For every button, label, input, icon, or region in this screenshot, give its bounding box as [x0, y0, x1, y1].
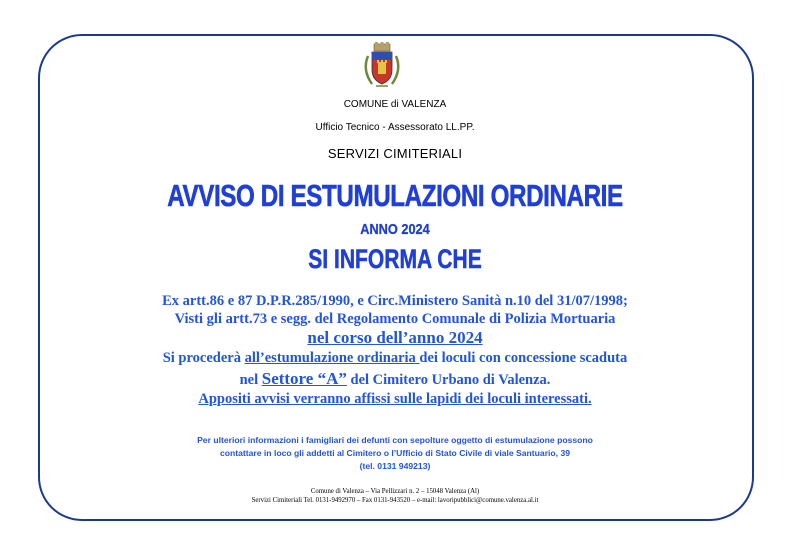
body-line-regolamento: Visti gli artt.73 e segg. del Regolamento Comunale di Polizia Mortuaria	[174, 311, 616, 327]
ufficio-name: Ufficio Tecnico - Assessorato LL.PP.	[315, 122, 475, 133]
avviso-title: AVVISO DI ESTUMULAZIONI ORDINARIE	[167, 178, 623, 213]
settore-label: Settore “A”	[261, 369, 347, 388]
footer-address: Comune di Valenza – Via Pellizzari n. 2 – 15048 Valenza (Al)	[310, 488, 480, 495]
procedera-text: Si procederà	[162, 350, 245, 366]
footer-contacts: Servizi Cimiteriali Tel. 0131-9492970 – Fax 0131-943520 – e-mail: lavoripubblici@comune.valenza.al.it	[251, 497, 539, 504]
servizi-title: SERVIZI CIMITERIALI	[327, 146, 463, 161]
coat-of-arms-icon	[360, 42, 404, 90]
anno-subtitle: ANNO 2024	[360, 221, 430, 238]
body-line-period: nel corso dell’anno 2024	[307, 328, 483, 347]
body-line-settore	[0, 369, 790, 389]
info-line-1: Per ulteriori informazioni i famigliari dei defunti con sepolture oggetto di estumulazione possono	[197, 435, 593, 445]
cimitero-text: del Cimitero Urbano di Valenza.	[346, 372, 551, 388]
comune-name: COMUNE di VALENZA	[343, 99, 447, 110]
body-line-avvisi: Appositi avvisi verranno affissi sulle lapidi dei loculi interessati.	[198, 391, 592, 407]
informa-heading: SI INFORMA CHE	[308, 244, 482, 274]
nel-text: nel	[239, 372, 262, 388]
info-phone: (tel. 0131 949213)	[359, 461, 431, 471]
estumulazione-underlined: all’estumulazione ordinaria	[244, 350, 420, 366]
body-line-legal: Ex artt.86 e 87 D.P.R.285/1990, e Circ.Ministero Sanità n.10 del 31/07/1998;	[162, 293, 628, 309]
info-line-2: contattare in loco gli addetti al Cimitero o l’Ufficio di Stato Civile di viale Santuario, 39	[219, 448, 571, 458]
body-line-procedera	[0, 350, 790, 367]
loculi-text: dei loculi con concessione scaduta	[419, 350, 628, 366]
